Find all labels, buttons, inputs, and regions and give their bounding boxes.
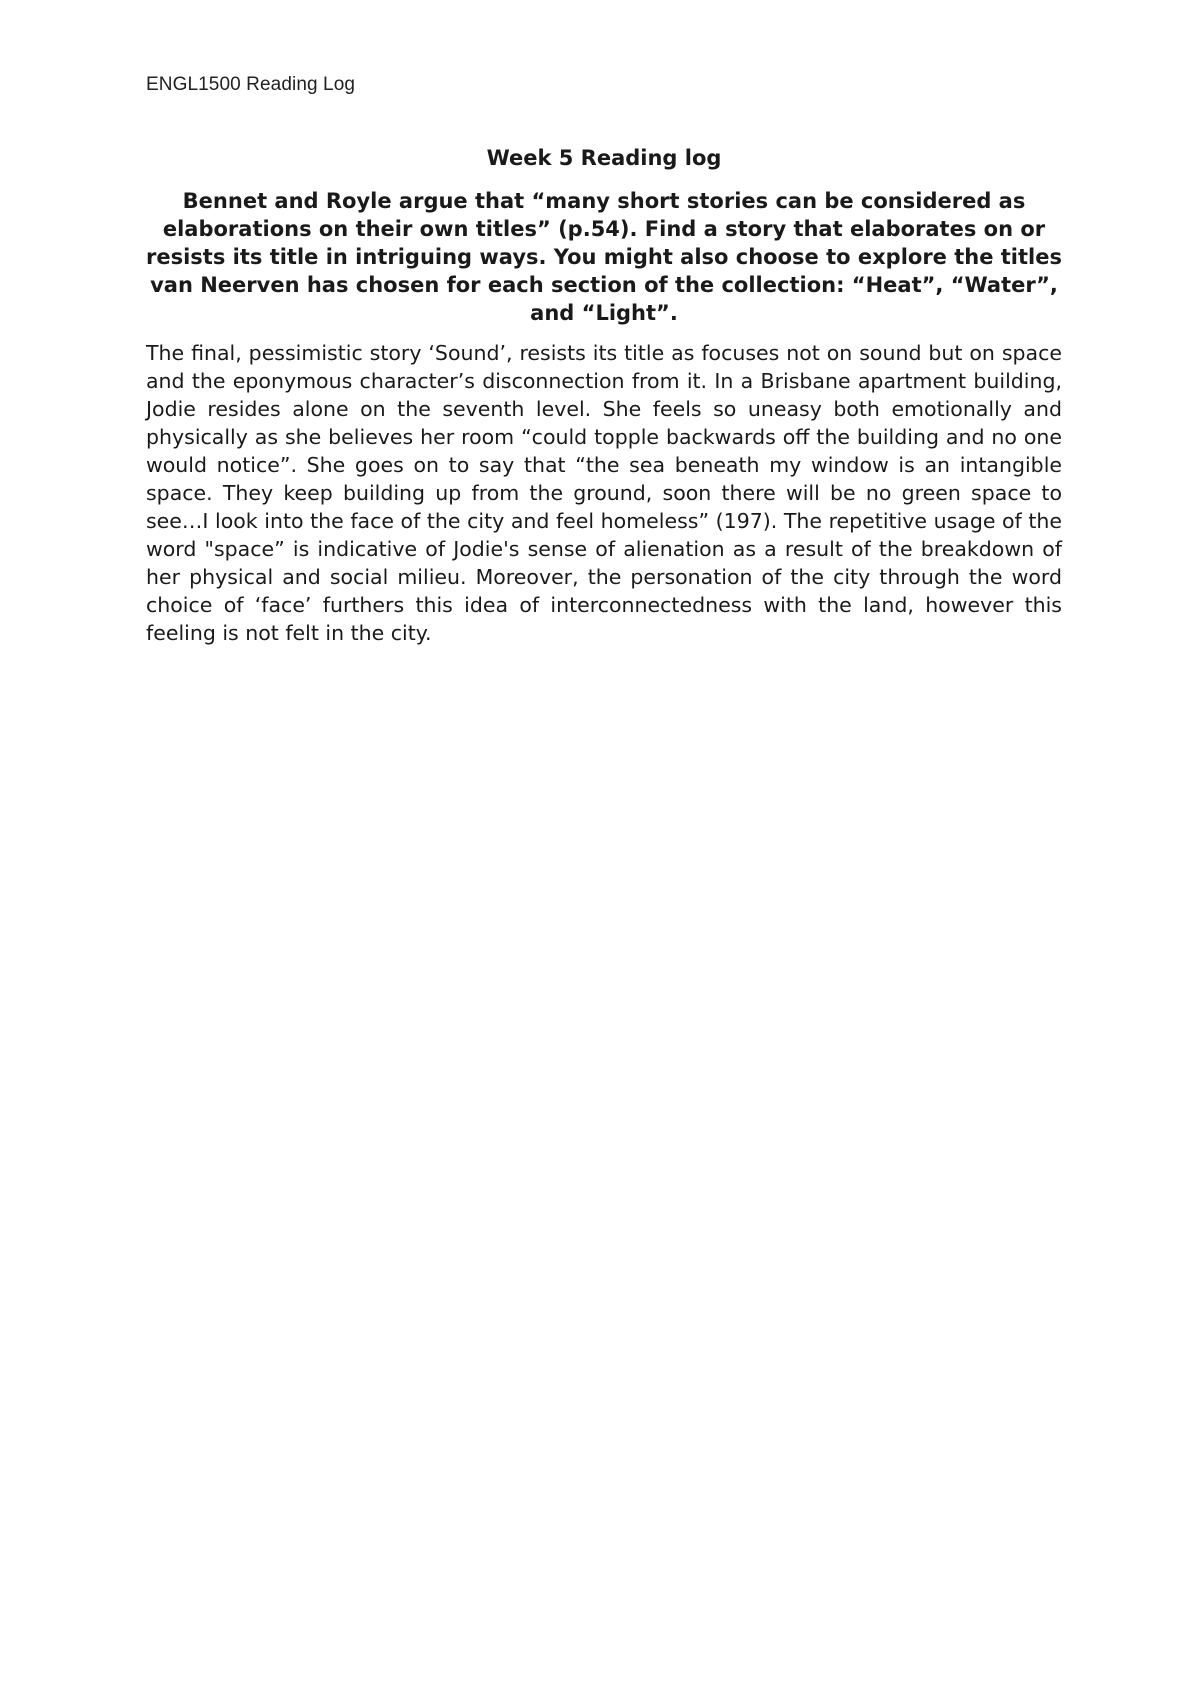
document-content [146,143,1062,647]
page-header: ENGL1500 Reading Log [146,74,356,95]
document-title: Week 5 Reading log [486,146,722,170]
response-paragraph: The final, pessimistic story ‘Sound’, resists its title as focuses not on sound but on space and the eponymous character’s disconnection from it. In a Brisbane apartment building, Jodie resides alone on the seventh level. She feels so uneasy both emotionally and physically as she believes her room “could topple backwards off the building and no one would notice”. She goes on to say that “the sea beneath my window is an intangible space. They keep building up from the ground, soon there will be no green space to see…I look into the face of the city and feel homeless” (197). The repetitive usage of the word "space” is indicative of Jodie's sense of alienation as a result of the breakdown of her physical and social milieu. Moreover, the personation of the city through the word choice of ‘face’ furthers this idea of interconnectedness with the land, however this feeling is not felt in the city. [146,341,1062,645]
reading-prompt: Bennet and Royle argue that “many short stories can be considered as elaborations on their own titles” (p.54). Find a story that elaborates on or resists its title in intriguing ways. You might also choose to explore the titles van Neerven has chosen for each section of the collection: “Heat”, “Water”, and “Light”. [146,189,1062,325]
